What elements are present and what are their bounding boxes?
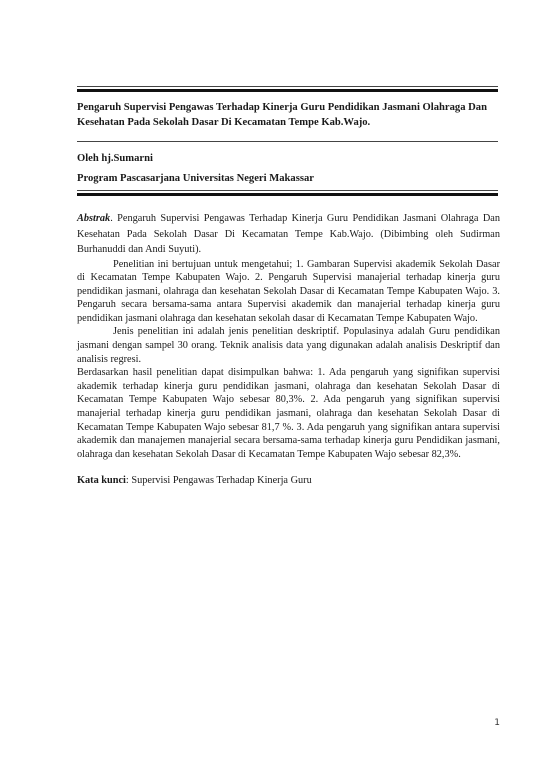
abstract-method: Jenis penelitian ini adalah jenis penelitian deskriptif. Populasinya adalah Guru pendidikan jasmani dengan sampel 30 orang. Teknik analisis data yang digunakan adalah analisis Deskriptif dan analisis regresi. <box>77 326 500 365</box>
abstract-label: Abstrak <box>77 213 111 224</box>
header-rule-thick <box>77 193 498 196</box>
paper-title: Pengaruh Supervisi Pengawas Terhadap Kinerja Guru Pendidikan Jasmani Olahraga Dan Kesehatan Pada Sekolah Dasar Di Kecamatan Tempe Kab.Wajo. <box>77 102 487 128</box>
top-rule-thin <box>77 86 498 87</box>
keywords-line <box>77 474 500 488</box>
abstract-results: Berdasarkan hasil penelitian dapat disimpulkan bahwa: 1. Ada pengaruh yang signifikan supervisi akademik terhadap kinerja guru pendidikan jasmani, olahraga dan kesehatan Sekolah Dasar di Kecamatan Tempe Kabupaten Wajo sebesar 80,3%. 2. Ada pengaruh yang signifikan supervisi manajerial terhadap kinerja guru pendidikan jasmani, olahraga dan kesehatan Sekolah Dasar di Kecamatan Tempe Kabupaten Wajo sebesar 81,7 %. 3. Ada pengaruh yang signifikan antara supervisi akademik dan manajemen manajerial secara bersama-sama terhadap kinerja guru Pendidikan jasmani, olahraga dan kesehatan Sekolah Dasar di Kecamatan Tempe Kabupaten Wajo sebesar 82,3%. <box>77 367 500 460</box>
keywords-label: Kata kunci <box>77 475 126 487</box>
abstract-purpose: Penelitian ini bertujuan untuk mengetahui; 1. Gambaran Supervisi akademik Sekolah Dasar di Kecamatan Tempe Kabupaten Wajo. 2. Pengaruh Supervisi manajerial terhadap kinerja guru pendidikan jasmani, olahraga dan kesehatan Sekolah Dasar di Kecamatan Tempe Kabupaten Wajo. 3. Pengaruh secara bersama-sama antara Supervisi akademik dan manajerial terhadap kinerja guru pendidikan jasmani olahraga dan kesehatan sekolah dasar di Kecamatan Tempe Kabupaten Wajo. <box>77 258 500 324</box>
author-name: Oleh hj.Sumarni <box>77 153 153 164</box>
abstract-intro-text: . Pengaruh Supervisi Pengawas Terhadap Kinerja Guru Pendidikan Jasmani Olahraga Dan Kesehatan Pada Sekolah Dasar Di Kecamatan Tempe Kab.Wajo. (Dibimbing oleh Sudirman Burhanuddi dan Andi Suyuti). <box>77 213 500 255</box>
page-number: 1 <box>494 718 500 728</box>
abstract-intro <box>77 211 500 258</box>
abstract-section <box>77 211 500 488</box>
header-rule-thin <box>77 190 498 191</box>
institution-name: Program Pascasarjana Universitas Negeri Makassar <box>77 173 314 184</box>
keywords-text: : Supervisi Pengawas Terhadap Kinerja Guru <box>125 475 312 487</box>
title-rule <box>77 141 498 142</box>
top-rule-thick <box>77 89 498 92</box>
